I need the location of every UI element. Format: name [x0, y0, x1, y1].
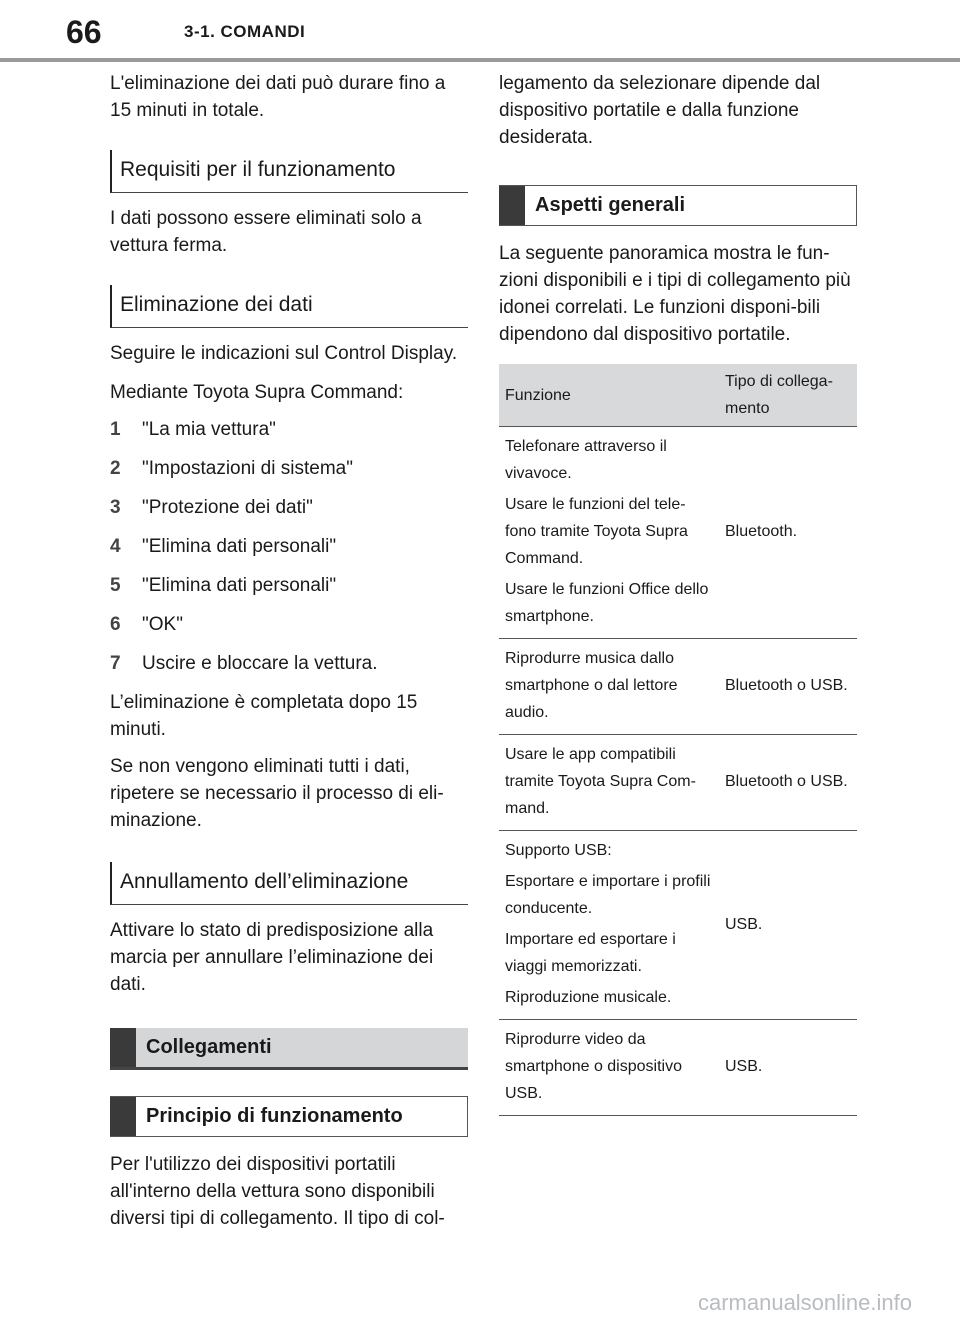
table-row	[499, 831, 857, 1020]
heading-bar	[110, 1097, 136, 1136]
intro-text: L'eliminazione dei dati può durare fino a 15 minuti in totale.	[110, 73, 446, 121]
left-column	[110, 70, 468, 1232]
table-row	[499, 1020, 857, 1116]
general-heading: Aspetti generali	[499, 185, 857, 226]
column-header: Funzione	[499, 364, 719, 427]
connections-heading: Collegamenti	[110, 1028, 468, 1070]
section-title: 3-1. COMANDI	[184, 22, 306, 41]
column-header: Tipo di collega-mento	[719, 364, 857, 427]
connections-table	[499, 364, 857, 1116]
table-row	[499, 427, 857, 639]
header-rule	[0, 58, 960, 62]
table-row	[499, 639, 857, 735]
completion-text: L’eliminazione è completata dopo 15 minuti.	[110, 692, 418, 740]
step-item: 6 "OK"	[110, 614, 183, 635]
step-item: 3 "Protezione dei dati"	[110, 497, 313, 518]
function-cell: Riprodurre video da smartphone o dispositivo USB.	[499, 1020, 719, 1116]
step-item: 5 "Elimina dati personali"	[110, 575, 337, 596]
cancel-text: Attivare lo stato di predisposizione alla marcia per annullare l’eliminazione dei dati.	[110, 920, 434, 995]
continued-text: legamento da selezionare dipende dal dispositivo portatile e dalla funzione desiderata.	[499, 73, 821, 148]
table-header-row	[499, 364, 857, 427]
deletion-heading: Eliminazione dei dati	[110, 285, 468, 328]
deletion-text-1: Seguire le indicazioni sul Control Display.	[110, 343, 458, 364]
cancel-heading: Annullamento dell’eliminazione	[110, 862, 468, 905]
principle-text: Per l'utilizzo dei dispositivi portatili all'interno della vettura sono disponibili diversi tipi di collegamento. Il tipo di col-	[110, 1154, 445, 1229]
requirements-heading: Requisiti per il funzionamento	[110, 150, 468, 193]
heading-bar	[110, 1028, 136, 1067]
connection-cell: Bluetooth.	[719, 427, 857, 639]
connection-cell: Bluetooth o USB.	[719, 735, 857, 831]
connection-cell: Bluetooth o USB.	[719, 639, 857, 735]
function-cell: Supporto USB: Esportare e importare i profili conducente. Importare ed esportare i viaggi memorizzati. Riproduzione musicale.	[499, 831, 719, 1020]
requirements-text: I dati possono essere eliminati solo a vettura ferma.	[110, 208, 422, 256]
function-cell: Riprodurre musica dallo smartphone o dal lettore audio.	[499, 639, 719, 735]
table-row	[499, 735, 857, 831]
step-item: 1 "La mia vettura"	[110, 419, 276, 440]
step-item: 7 Uscire e bloccare la vettura.	[110, 653, 378, 674]
function-cell: Telefonare attraverso il vivavoce. Usare le funzioni del tele-fono tramite Toyota Supra Command. Usare le funzioni Office dello smartphone.	[499, 427, 719, 639]
right-column	[499, 70, 857, 1116]
general-text: La seguente panoramica mostra le fun-zioni disponibili e i tipi di collegamento più idonei correlati. Le funzioni disponi-bili dipendono dal dispositivo portatile.	[499, 243, 851, 345]
principle-heading: Principio di funzionamento	[110, 1096, 468, 1137]
heading-bar	[499, 186, 525, 225]
deletion-text-2: Mediante Toyota Supra Command:	[110, 382, 404, 403]
repeat-text: Se non vengono eliminati tutti i dati, ripetere se necessario il processo di eli-minazione.	[110, 756, 444, 831]
function-cell: Usare le app compatibili tramite Toyota Supra Com-mand.	[499, 735, 719, 831]
steps-list	[110, 416, 468, 677]
step-item: 4 "Elimina dati personali"	[110, 536, 337, 557]
connection-cell: USB.	[719, 1020, 857, 1116]
watermark: carmanualsonline.info	[697, 1290, 912, 1315]
connection-cell: USB.	[719, 831, 857, 1020]
step-item: 2 "Impostazioni di sistema"	[110, 458, 353, 479]
page-number: 66	[66, 14, 102, 50]
